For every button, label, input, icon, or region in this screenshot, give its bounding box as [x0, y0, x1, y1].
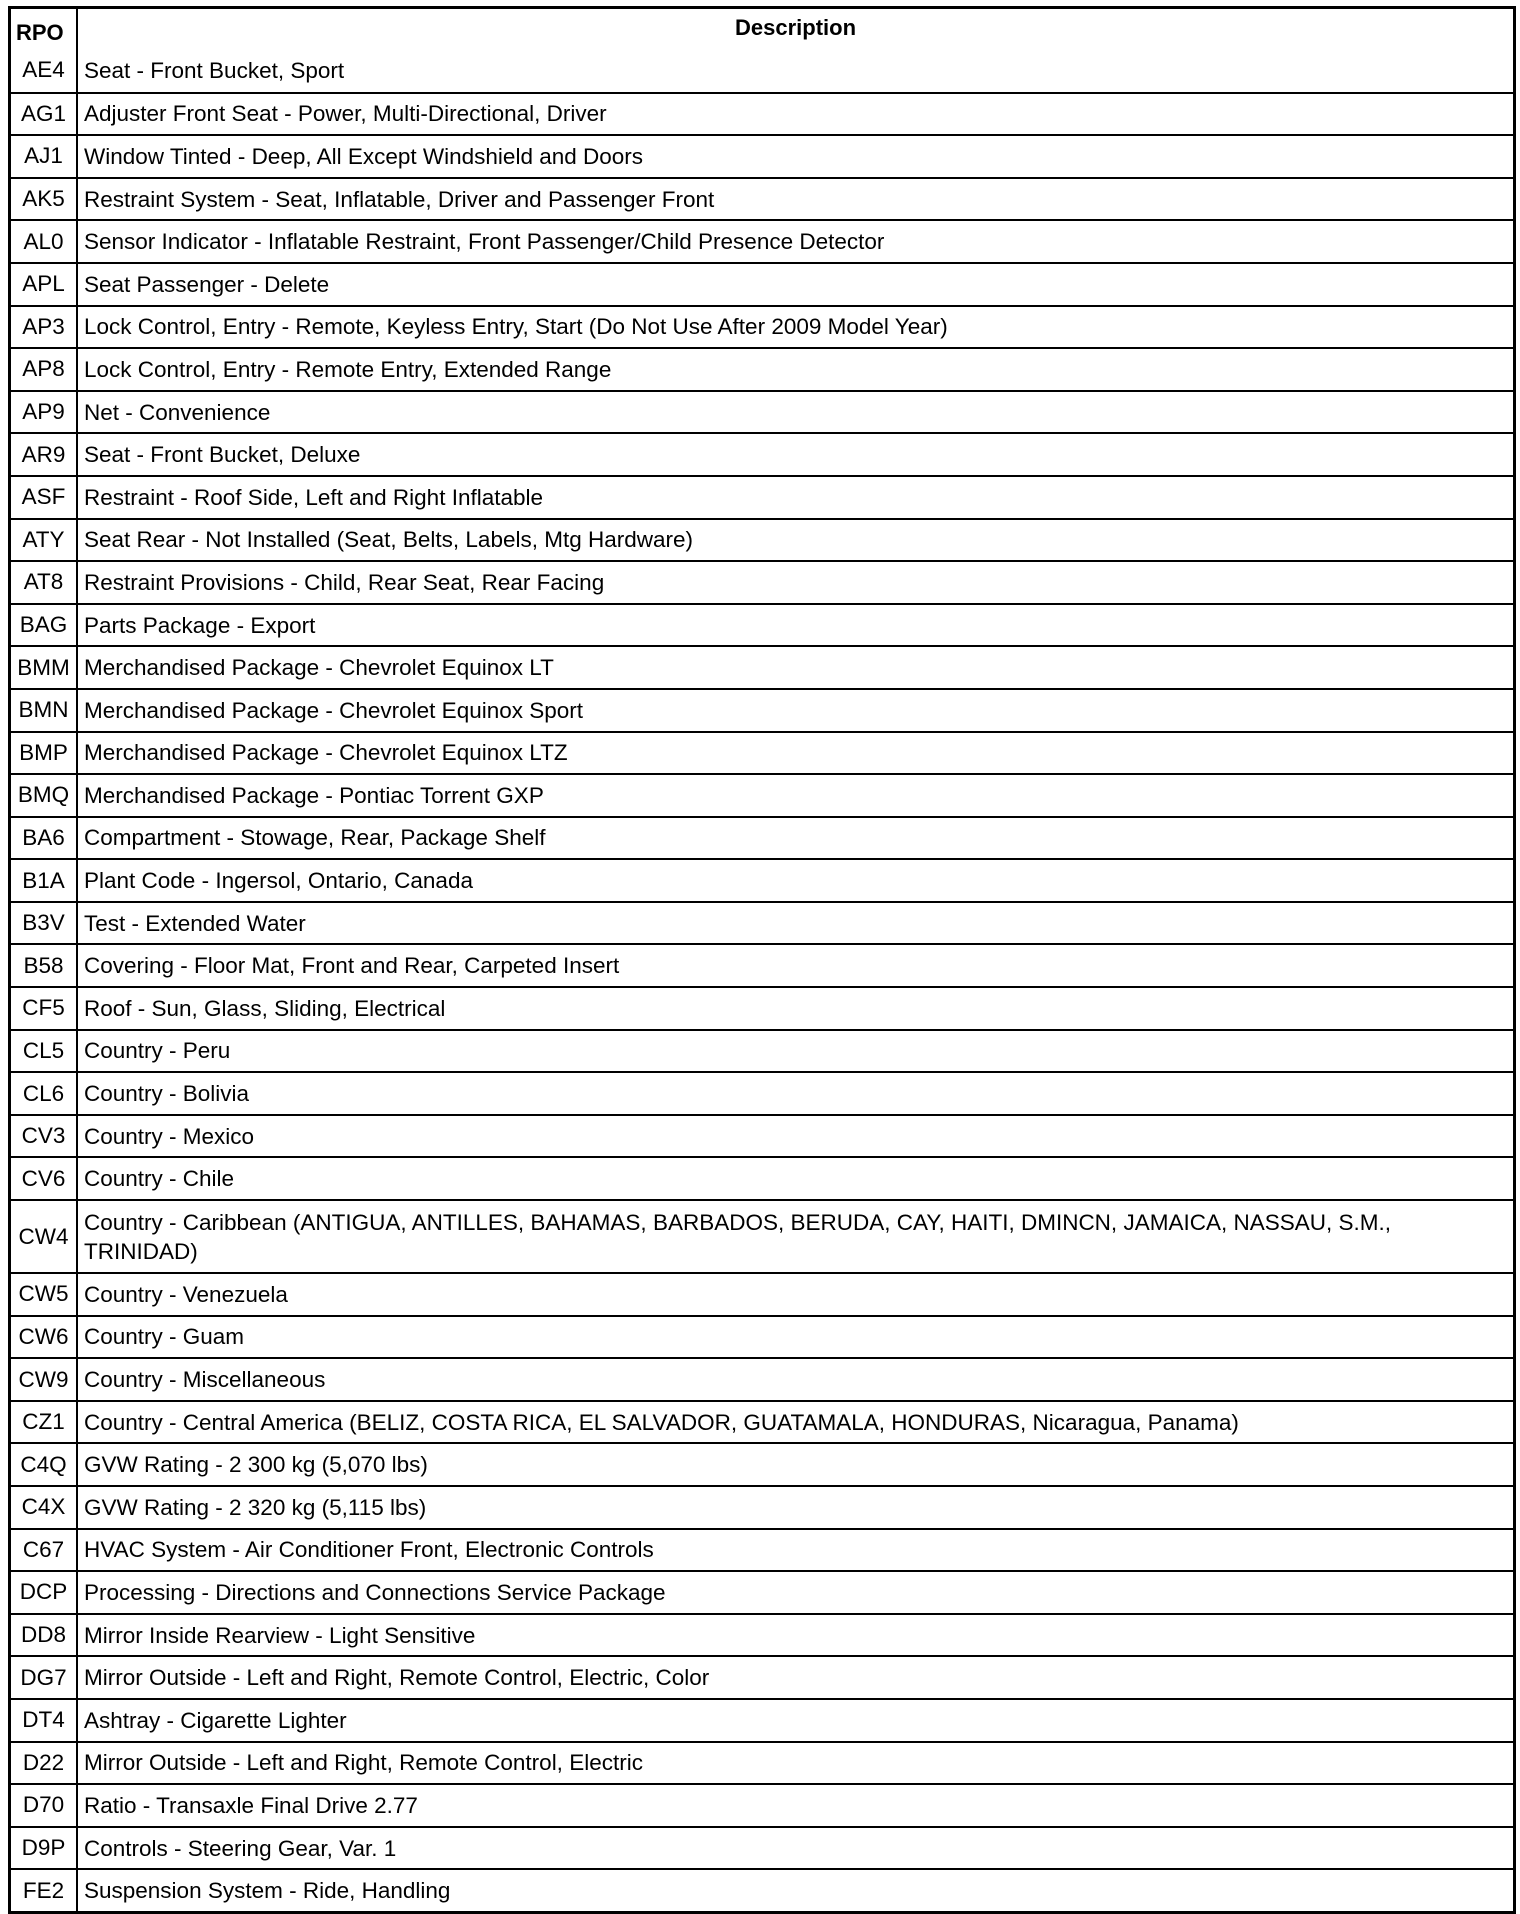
- rpo-description: Controls - Steering Gear, Var. 1: [84, 1835, 397, 1861]
- rpo-code: CW5: [11, 1274, 78, 1315]
- rpo-description: Parts Package - Export: [84, 612, 316, 638]
- rpo-description: Mirror Inside Rearview - Light Sensitive: [84, 1622, 476, 1648]
- table-row: [11, 1655, 1513, 1698]
- rpo-description: Ashtray - Cigarette Lighter: [84, 1707, 347, 1733]
- rpo-description: Restraint System - Seat, Inflatable, Driver and Passenger Front: [84, 186, 715, 212]
- rpo-description: Mirror Outside - Left and Right, Remote Control, Electric, Color: [84, 1665, 710, 1691]
- rpo-description: Country - Chile: [84, 1166, 235, 1192]
- rpo-code: BMP: [11, 733, 78, 774]
- rpo-description: Roof - Sun, Glass, Sliding, Electrical: [84, 995, 446, 1021]
- rpo-description: Lock Control, Entry - Remote Entry, Extended Range: [84, 356, 612, 382]
- rpo-description: Country - Mexico: [84, 1123, 255, 1149]
- rpo-code: BAG: [11, 605, 78, 646]
- table-row: [11, 1272, 1513, 1315]
- table-row: [11, 177, 1513, 220]
- rpo-code: AJ1: [11, 136, 78, 177]
- rpo-code: CL6: [11, 1073, 78, 1114]
- table-row: [11, 1071, 1513, 1114]
- rpo-code: CF5: [11, 988, 78, 1029]
- table-row: [11, 1741, 1513, 1784]
- rpo-code: CW9: [11, 1359, 78, 1400]
- table-row: [11, 603, 1513, 646]
- table-row: [11, 305, 1513, 348]
- table-body: [11, 49, 1513, 1911]
- rpo-description: Country - Bolivia: [84, 1081, 250, 1107]
- rpo-description: Mirror Outside - Left and Right, Remote Control, Electric: [84, 1750, 643, 1776]
- rpo-description: Restraint Provisions - Child, Rear Seat, Rear Facing: [84, 569, 605, 595]
- rpo-description: Window Tinted - Deep, All Except Windshield and Doors: [84, 143, 644, 169]
- rpo-code: CL5: [11, 1031, 78, 1072]
- rpo-description: Merchandised Package - Chevrolet Equinox LTZ: [84, 740, 568, 766]
- table-row: [11, 1783, 1513, 1826]
- table-row: [11, 560, 1513, 603]
- rpo-code: AR9: [11, 434, 78, 475]
- table-row: [11, 219, 1513, 262]
- table-row: [11, 1357, 1513, 1400]
- table-row: [11, 645, 1513, 688]
- table-row: [11, 262, 1513, 305]
- rpo-code: ATY: [11, 520, 78, 561]
- rpo-code: BMM: [11, 647, 78, 688]
- rpo-description: Merchandised Package - Chevrolet Equinox LT: [84, 655, 554, 681]
- table-row: [11, 1528, 1513, 1571]
- rpo-description: GVW Rating - 2 320 kg (5,115 lbs): [84, 1494, 427, 1520]
- table-row: [11, 773, 1513, 816]
- rpo-code: AP9: [11, 392, 78, 433]
- rpo-table: [8, 6, 1516, 1914]
- rpo-code: DD8: [11, 1615, 78, 1656]
- table-row: [11, 432, 1513, 475]
- rpo-description: Plant Code - Ingersol, Ontario, Canada: [84, 868, 473, 894]
- rpo-code: DG7: [11, 1657, 78, 1698]
- rpo-description: Sensor Indicator - Inflatable Restraint, Front Passenger/Child Presence Detector: [84, 229, 885, 255]
- rpo-description: Merchandised Package - Chevrolet Equinox Sport: [84, 697, 584, 723]
- rpo-code: AP8: [11, 349, 78, 390]
- table-row: [11, 731, 1513, 774]
- rpo-description: Seat Passenger - Delete: [84, 271, 330, 297]
- rpo-description: GVW Rating - 2 300 kg (5,070 lbs): [84, 1452, 428, 1478]
- rpo-code: D70: [11, 1785, 78, 1826]
- rpo-code: AT8: [11, 562, 78, 603]
- table-row: [11, 1826, 1513, 1869]
- rpo-description: Merchandised Package - Pontiac Torrent GXP: [84, 782, 544, 808]
- rpo-code: DCP: [11, 1572, 78, 1613]
- table-row: [11, 475, 1513, 518]
- table-row: [11, 92, 1513, 135]
- table-row: [11, 1613, 1513, 1656]
- table-row: [11, 1868, 1513, 1911]
- rpo-code: CV3: [11, 1116, 78, 1157]
- rpo-description: Test - Extended Water: [84, 910, 306, 936]
- table-row: [11, 134, 1513, 177]
- table-row: [11, 1570, 1513, 1613]
- rpo-description: Country - Miscellaneous: [84, 1367, 326, 1393]
- rpo-code: AE4: [11, 49, 78, 92]
- rpo-code: AK5: [11, 179, 78, 220]
- rpo-code: AL0: [11, 221, 78, 262]
- rpo-code: CW4: [11, 1201, 78, 1272]
- rpo-description: Processing - Directions and Connections Service Package: [84, 1579, 666, 1605]
- table-row: [11, 1485, 1513, 1528]
- rpo-code: C67: [11, 1530, 78, 1571]
- table-row: [11, 1442, 1513, 1485]
- rpo-description: Adjuster Front Seat - Power, Multi-Directional, Driver: [84, 101, 607, 127]
- table-row: [11, 1114, 1513, 1157]
- rpo-description: Net - Convenience: [84, 399, 271, 425]
- table-row: [11, 347, 1513, 390]
- rpo-code: D22: [11, 1743, 78, 1784]
- rpo-description: Seat Rear - Not Installed (Seat, Belts, Labels, Mtg Hardware): [84, 527, 694, 553]
- table-header-row: [11, 9, 1513, 49]
- table-row: [11, 518, 1513, 561]
- rpo-code: AG1: [11, 94, 78, 135]
- rpo-code: B58: [11, 945, 78, 986]
- rpo-description: Country - Guam: [84, 1324, 245, 1350]
- rpo-code: AP3: [11, 307, 78, 348]
- rpo-description: Seat - Front Bucket, Sport: [84, 57, 345, 83]
- rpo-description: Suspension System - Ride, Handling: [84, 1878, 451, 1904]
- table-row: [11, 901, 1513, 944]
- table-row: [11, 943, 1513, 986]
- rpo-description: Country - Central America (BELIZ, COSTA RICA, EL SALVADOR, GUATAMALA, HONDURAS, Nicaragua, Panama): [84, 1409, 1239, 1435]
- table-row: [11, 986, 1513, 1029]
- rpo-code: D9P: [11, 1828, 78, 1869]
- rpo-description: Restraint - Roof Side, Left and Right Inflatable: [84, 484, 544, 510]
- table-row: [11, 1698, 1513, 1741]
- rpo-description: Country - Venezuela: [84, 1281, 288, 1307]
- rpo-code: CV6: [11, 1158, 78, 1199]
- header-rpo: RPO: [11, 9, 78, 49]
- table-row: [11, 1315, 1513, 1358]
- rpo-code: FE2: [11, 1870, 78, 1911]
- rpo-code: CW6: [11, 1317, 78, 1358]
- rpo-description: Compartment - Stowage, Rear, Package Shelf: [84, 825, 546, 851]
- rpo-description: Ratio - Transaxle Final Drive 2.77: [84, 1792, 418, 1818]
- table-row: [11, 858, 1513, 901]
- rpo-description: Seat - Front Bucket, Deluxe: [84, 442, 361, 468]
- table-row: [11, 1156, 1513, 1199]
- rpo-code: BA6: [11, 818, 78, 859]
- rpo-code: BMQ: [11, 775, 78, 816]
- rpo-description: Lock Control, Entry - Remote, Keyless Entry, Start (Do Not Use After 2009 Model Year): [84, 314, 948, 340]
- rpo-code: C4Q: [11, 1444, 78, 1485]
- rpo-code: C4X: [11, 1487, 78, 1528]
- rpo-description: Covering - Floor Mat, Front and Rear, Carpeted Insert: [84, 953, 620, 979]
- rpo-code: CZ1: [11, 1402, 78, 1443]
- rpo-description: HVAC System - Air Conditioner Front, Electronic Controls: [84, 1537, 654, 1563]
- table-row: [11, 816, 1513, 859]
- rpo-description: Country - Peru: [84, 1038, 231, 1064]
- table-row: [11, 1400, 1513, 1443]
- table-row: [11, 688, 1513, 731]
- table-row: [11, 1029, 1513, 1072]
- table-row: [11, 1199, 1513, 1272]
- rpo-description: Country - Caribbean (ANTIGUA, ANTILLES, BAHAMAS, BARBADOS, BERUDA, CAY, HAITI, DMINCN, JAMAICA, NASSAU, S.M., TRINIDAD): [84, 1209, 1391, 1264]
- header-description: Description: [734, 15, 857, 40]
- rpo-code: DT4: [11, 1700, 78, 1741]
- rpo-code: ASF: [11, 477, 78, 518]
- table-row: [11, 390, 1513, 433]
- rpo-code: APL: [11, 264, 78, 305]
- rpo-code: BMN: [11, 690, 78, 731]
- table-row: [11, 49, 1513, 92]
- rpo-code: B1A: [11, 860, 78, 901]
- rpo-code: B3V: [11, 903, 78, 944]
